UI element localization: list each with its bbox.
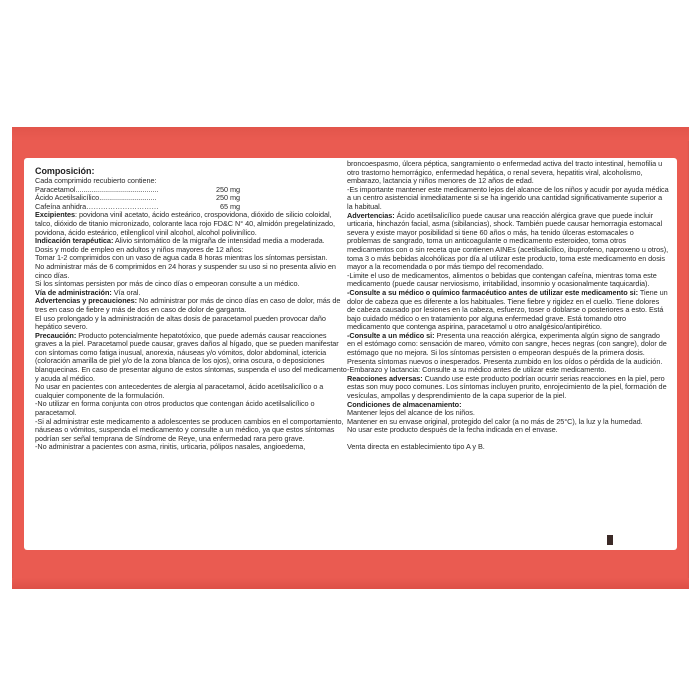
excipients-label: Excipientes	[35, 210, 76, 220]
warnings-label: Advertencias y precauciones:	[35, 296, 138, 306]
sale-condition: Venta directa en establecimiento tipo A y B.	[347, 442, 485, 451]
dosage-line: No administrar más de 6 comprimidos en 24 horas y suspender su uso si no presenta alivio en cinco días.	[35, 261, 336, 280]
left-column	[35, 166, 347, 452]
dosage-line: Tomar 1-2 comprimidos con un vaso de agua cada 8 horas mientras los síntomas persistan.	[35, 253, 328, 263]
adverse-reactions-text: Cuando use este producto podrían ocurrir serias reacciones en la piel, pero estas son muy poco comunes. Los síntomas incluyen prurito, enrojecimiento de la piel, formación de vesículas, ampollas y desprendimiento de la capa superior de la piel.	[347, 373, 667, 401]
precaution-label: Precaución:	[35, 330, 77, 340]
composition-title: Composición:	[35, 166, 95, 176]
storage-line: No usar este producto después de la fecha indicada en el envase.	[347, 425, 558, 435]
keep-away-line: -Es importante mantener este medicamento lejos del alcance de los niños y acudir por ayuda médica a un centro asistencial inmediatamente si se ha ingerido una cantidad significativamente superior a la habitual.	[347, 184, 669, 211]
precaution-paragraph	[35, 332, 347, 384]
right-column	[347, 160, 669, 452]
excipients-text: : povidona vinil acetato, ácido esteárico, crospovidona, dióxido de silicio coloidal, talco, dióxido de titanio micronizado, colorante laca rojo FD&C N° 40, almidón pregelatinizado, povidona, ácido esteárico, etilenglicol vinil alcohol, alcohol polivinílico.	[35, 210, 335, 237]
consult-doctor-text: Presenta una reacción alérgica, experimenta algún signo de sangrado en el estómago como: sensación de mareo, vómito con sangre, heces negras (con sangre), dolor de estómago que no mejora. Si los síntomas persisten o empeoran después de la primera dosis. Presenta síntomas nuevos o inesperados. Presenta zumbido en los oídos o pérdida de la audición.	[347, 330, 667, 366]
indication-label: Indicación terapéutica:	[35, 236, 114, 246]
consult-pharmacist-label: -Consulte a su médico o químico farmacéutico antes de utilizar este medicamento si:	[347, 287, 639, 297]
advertencias-text: Ácido acetilsalicílico puede causar una reacción alérgica grave que puede incluir urticaria, hinchazón facial, asma (sibilancias), shock. También puede causar hemorragia estomacal severa y existe mayor posibilidad si tiene 60 años o más, ha tenido úlceras estomacales o problemas de sangrado, toma un anticoagulante o medicamento esteroideo, toma otros medicamentos con o sin receta que contienen AINEs (acetilsalicílico, ibuprofeno, naproxeno u otros), toma 3 o más bebidas alcohólicas por día al utilizar este producto, toma este medicamento en dosis mayor a la recomendada o por más tiempo del recomendado.	[347, 210, 669, 272]
adverse-reactions-paragraph	[347, 375, 669, 401]
consult-doctor-label: -Consulte a un médico si:	[347, 330, 435, 340]
consult-pharmacist-paragraph	[347, 289, 669, 332]
consult-pharmacist-text: Tiene un dolor de cabeza que es diferente a los habituales. Tiene fiebre y rigidez en el cuello. Tiene dolores de cabeza causado por lesiones en la cabeza, esfuerzo, toser o doblarse o posteriores a esto. Está bajo cuidado médico o en tratamiento por alguna enfermedad grave. Está tomando otro medicamento que contenga aspirina, paracetamol u otro analgésico/antipirético.	[347, 287, 668, 332]
storage-line: Mantener lejos del alcance de los niños.	[347, 408, 475, 418]
precaution-text: Producto potencialmente hepatotóxico, que puede además causar reacciones graves a la piel. Paracetamol puede causar, graves daños al hígado, que se pueden manifestar con síntomas como fatiga inusual, anorexia, náuseas y/o vómitos, dolor abdominal, ictericia (coloración amarilla de piel y/o de la zona blanca de los ojos), orina oscura, o deposiciones blanquecinas. En caso de presentar alguno de estos síntomas, suspenda el uso del medicamento y acuda al médico.	[35, 330, 347, 383]
adverse-reactions-label: Reacciones adversas:	[347, 373, 423, 383]
storage-label: Condiciones de almacenamiento:	[347, 399, 462, 409]
precaution-line: No usar en pacientes con antecedentes de alergia al paracetamol, ácido acetilsalicílico o a cualquier componente de la formulación.	[35, 382, 324, 400]
advertencias-label: Advertencias:	[347, 210, 395, 220]
route-text: Vía oral.	[111, 287, 141, 297]
indication-text: Alivio sintomático de la migraña de intensidad media a moderada.	[113, 236, 325, 246]
contraindications-line: broncoespasmo, úlcera péptica, sangramiento o enfermedad activa del tracto intestinal, hemofilia u otro trastorno hemorrágico, enfermedad hepática, o renal severa, hepatitis viral, alcoholismo, embarazo, lactancia y niños menores de 12 años de edad.	[347, 159, 663, 186]
ingredient-name: Cafeína anhidra…………………………	[35, 201, 159, 211]
route-label: Vía de administración:	[35, 287, 112, 297]
precaution-line: -No utilizar en forma conjunta con otros productos que contengan ácido acetilsalicílico o paracetamol.	[35, 399, 315, 418]
package-top-edge	[12, 127, 689, 141]
caffeine-line: -Limite el uso de medicamentos, alimentos o bebidas que contengan cafeína, mientras toma este medicamento (puede causar nerviosismo, irritabilidad, insomnio y ocasionalmente taquicardia).	[347, 270, 657, 289]
package-bottom-edge	[12, 578, 689, 589]
ingredient-amount: 250 mg	[215, 184, 240, 194]
excipients-paragraph	[35, 211, 347, 237]
precaution-line: -Si al administrar este medicamento a adolescentes se producen cambios en el comportamiento, náuseas o vómitos, suspenda el medicamento y consulte a un médico, ya que estos síntomas podrían ser señal temprana de Síndrome de Reye, una enfermedad rara pero grave.	[35, 416, 344, 443]
pregnancy-line: -Embarazo y lactancia: Consulte a su médico antes de utilizar este medicamento.	[347, 365, 607, 375]
ingredient-amount: 65 mg	[219, 201, 240, 211]
print-registration-mark	[607, 535, 613, 545]
storage-line: Mantener en su envase original, protegido del calor (a no más de 25°C), la luz y la humedad.	[347, 416, 643, 426]
dosage-line: Dosis y modo de empleo en adultos y niños mayores de 12 años:	[35, 244, 244, 254]
warnings-text: No administrar por más de cinco días en caso de dolor, más de tres en caso de fiebre y más de dos en caso de dolor de garganta.	[35, 296, 341, 314]
composition-intro: Cada comprimido recubierto contiene:	[35, 176, 157, 185]
dosage-line: Si los síntomas persisten por más de cinco días o empeoran consulte a un médico.	[35, 279, 300, 289]
consult-doctor-paragraph	[347, 332, 669, 366]
ingredient-name: Paracetamol..........................................	[35, 184, 159, 194]
ingredient-amount: 250 mg	[215, 193, 240, 203]
advertencias-paragraph	[347, 212, 669, 272]
precaution-line: -No administrar a pacientes con asma, rinitis, urticaria, pólipos nasales, angioedema,	[35, 442, 306, 452]
ingredient-name: Ácido Acetilsalicílico.............................	[35, 193, 157, 203]
warnings-line: El uso prolongado y la administración de altas dosis de paracetamol pueden provocar daño hepático severo.	[35, 313, 326, 332]
warnings-paragraph	[35, 297, 347, 314]
info-panel	[24, 158, 677, 550]
